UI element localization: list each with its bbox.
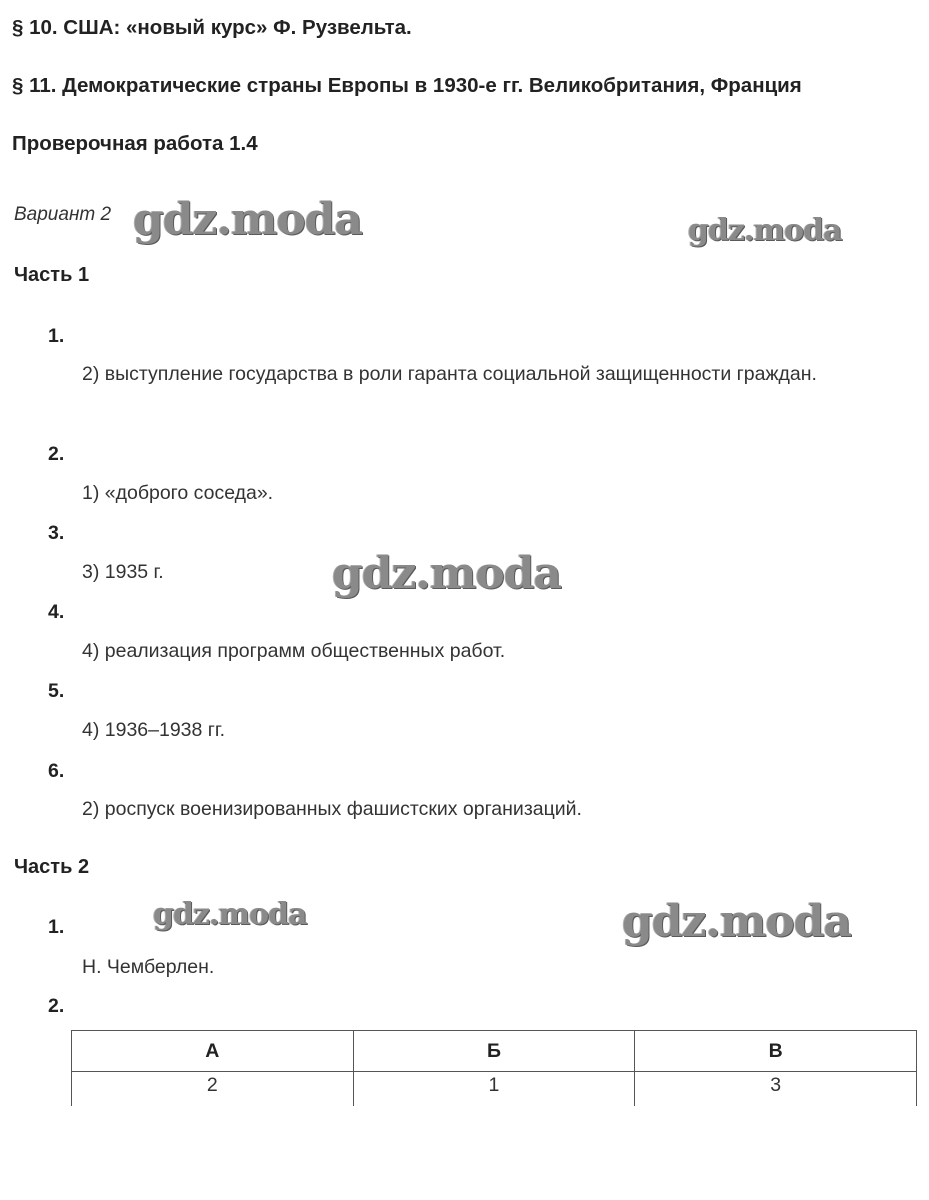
table-cell-b: 1 [353,1072,635,1107]
part1-question-3-number: 3. [48,522,65,544]
part1-question-4-answer: 4) реализация программ общественных работ. [82,640,506,662]
part1-question-6-answer: 2) роспуск военизированных фашистских организаций. [82,798,582,820]
part2-question-1-answer: Н. Чемберлен. [82,956,215,978]
part1-question-3-answer: 3) 1935 г. [82,561,164,583]
part1-question-1-number: 1. [48,325,65,347]
variant-label: Вариант 2 [14,204,112,225]
table-cell-v: 3 [635,1072,917,1107]
watermark-logo-4: gdz.moda [153,897,307,932]
part1-question-5-answer: 4) 1936–1938 гг. [82,719,226,741]
part2-question-1-number: 1. [48,916,65,938]
table-header-a: А [72,1031,354,1072]
matching-answer-table [71,1030,917,1106]
part-1-title: Часть 1 [14,264,90,286]
part-2-title: Часть 2 [14,856,90,878]
watermark-logo-3: gdz.moda [332,548,562,599]
section-11-heading: § 11. Демократические страны Европы в 1930-е гг. Великобритания, Франция [12,74,802,97]
watermark-logo-2: gdz.moda [688,213,842,248]
part1-question-6-number: 6. [48,760,65,782]
table-row [72,1072,917,1107]
part1-question-2-answer: 1) «доброго соседа». [82,482,274,504]
section-10-heading: § 10. США: «новый курс» Ф. Рузвельта. [12,16,412,39]
table-header-v: В [635,1031,917,1072]
table-cell-a: 2 [72,1072,354,1107]
table-header-b: Б [353,1031,635,1072]
part1-question-4-number: 4. [48,601,65,623]
part1-question-2-number: 2. [48,443,65,465]
test-title: Проверочная работа 1.4 [12,132,258,155]
watermark-logo-1: gdz.moda [133,194,363,245]
part2-question-2-number: 2. [48,995,65,1017]
part1-question-5-number: 5. [48,680,65,702]
part1-question-1-answer: 2) выступление государства в роли гаранта социальной защищенности граждан. [82,363,817,385]
watermark-logo-5: gdz.moda [622,896,852,947]
